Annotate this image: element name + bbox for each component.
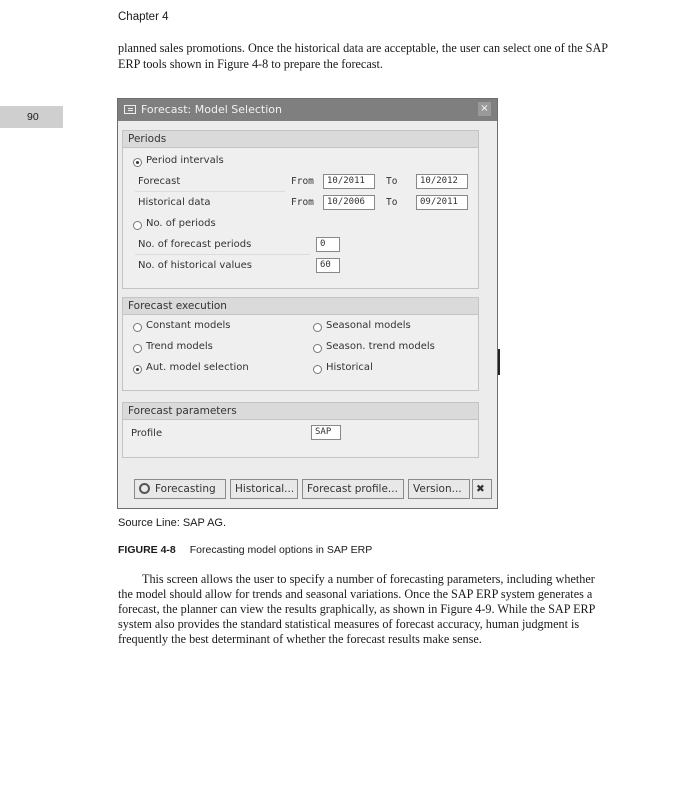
- no-of-periods-radio[interactable]: [133, 221, 142, 230]
- figure-caption: [118, 544, 372, 556]
- cancel-button[interactable]: ✖: [472, 479, 492, 499]
- forecast-to-input[interactable]: 10/2012: [416, 174, 468, 189]
- no-of-periods-label: No. of periods: [146, 218, 216, 229]
- period-intervals-label: Period intervals: [146, 155, 224, 166]
- seasonal-models-radio[interactable]: [313, 323, 322, 332]
- season-trend-models-radio[interactable]: [313, 344, 322, 353]
- historical-from-input[interactable]: 10/2006: [323, 195, 375, 210]
- row-divider: [135, 191, 285, 192]
- figure-label: FIGURE 4-8: [118, 544, 176, 556]
- forecast-from-input[interactable]: 10/2011: [323, 174, 375, 189]
- periods-group: [122, 130, 479, 289]
- forecast-model-selection-dialog: [117, 98, 498, 509]
- forecast-execution-header: Forecast execution: [123, 298, 478, 315]
- no-historical-values-input[interactable]: 60: [316, 258, 340, 273]
- forecasting-button-label: Forecasting: [155, 483, 216, 495]
- forecasting-button[interactable]: [134, 479, 226, 499]
- forecast-to-label: To: [386, 176, 398, 187]
- trend-models-label: Trend models: [146, 341, 213, 352]
- profile-label: Profile: [131, 428, 163, 439]
- source-line: Source Line: SAP AG.: [118, 517, 227, 529]
- forecast-label: Forecast: [138, 176, 181, 187]
- trend-models-radio[interactable]: [133, 344, 142, 353]
- figure-caption-text: Forecasting model options in SAP ERP: [189, 544, 373, 556]
- dialog-title: Forecast: Model Selection: [141, 103, 282, 116]
- auto-model-selection-radio[interactable]: [133, 365, 142, 374]
- constant-models-label: Constant models: [146, 320, 231, 331]
- historical-to-input[interactable]: 09/2011: [416, 195, 468, 210]
- execute-gear-icon: [139, 483, 150, 494]
- body-paragraph: This screen allows the user to specify a number of forecasting parameters, including whether the model should allow for trends and seasonal variations. Once the SAP ERP system generates a forecast, the planner can view the results graphically, as shown in Figure 4-9. While the SAP ERP system also provides the standard statistical measures of forecast accuracy, human judgment is frequently the best determinant of whether the forecast results make sense.: [118, 572, 596, 646]
- forecast-parameters-header: Forecast parameters: [123, 403, 478, 420]
- periods-header: Periods: [123, 131, 478, 148]
- seasonal-models-label: Seasonal models: [326, 320, 411, 331]
- historical-radio[interactable]: [313, 365, 322, 374]
- historical-label: Historical: [326, 362, 373, 373]
- dialog-titlebar[interactable]: [118, 99, 497, 121]
- no-historical-values-label: No. of historical values: [138, 260, 252, 271]
- forecast-profile-button[interactable]: Forecast profile...: [302, 479, 404, 499]
- historical-to-label: To: [386, 197, 398, 208]
- profile-input[interactable]: SAP: [311, 425, 341, 440]
- window-icon: [124, 105, 136, 114]
- no-forecast-periods-input[interactable]: 0: [316, 237, 340, 252]
- auto-model-selection-label: Aut. model selection: [146, 362, 249, 373]
- period-intervals-radio[interactable]: [133, 158, 142, 167]
- forecast-from-label: From: [291, 176, 314, 187]
- version-button[interactable]: Version...: [408, 479, 470, 499]
- row-divider: [135, 254, 310, 255]
- forecast-parameters-group: [122, 402, 479, 458]
- scroll-edge: [498, 349, 500, 375]
- forecast-execution-group: [122, 297, 479, 391]
- intro-paragraph: planned sales promotions. Once the historical data are acceptable, the user can select one of the SAP ERP tools shown in Figure 4-8 to prepare the forecast.: [118, 41, 608, 71]
- page-number: 90: [0, 106, 63, 128]
- historical-data-label: Historical data: [138, 197, 211, 208]
- close-button[interactable]: ×: [478, 102, 491, 116]
- constant-models-radio[interactable]: [133, 323, 142, 332]
- chapter-header: Chapter 4: [118, 11, 169, 23]
- historical-button[interactable]: Historical...: [230, 479, 298, 499]
- no-forecast-periods-label: No. of forecast periods: [138, 239, 252, 250]
- season-trend-models-label: Season. trend models: [326, 341, 435, 352]
- historical-from-label: From: [291, 197, 314, 208]
